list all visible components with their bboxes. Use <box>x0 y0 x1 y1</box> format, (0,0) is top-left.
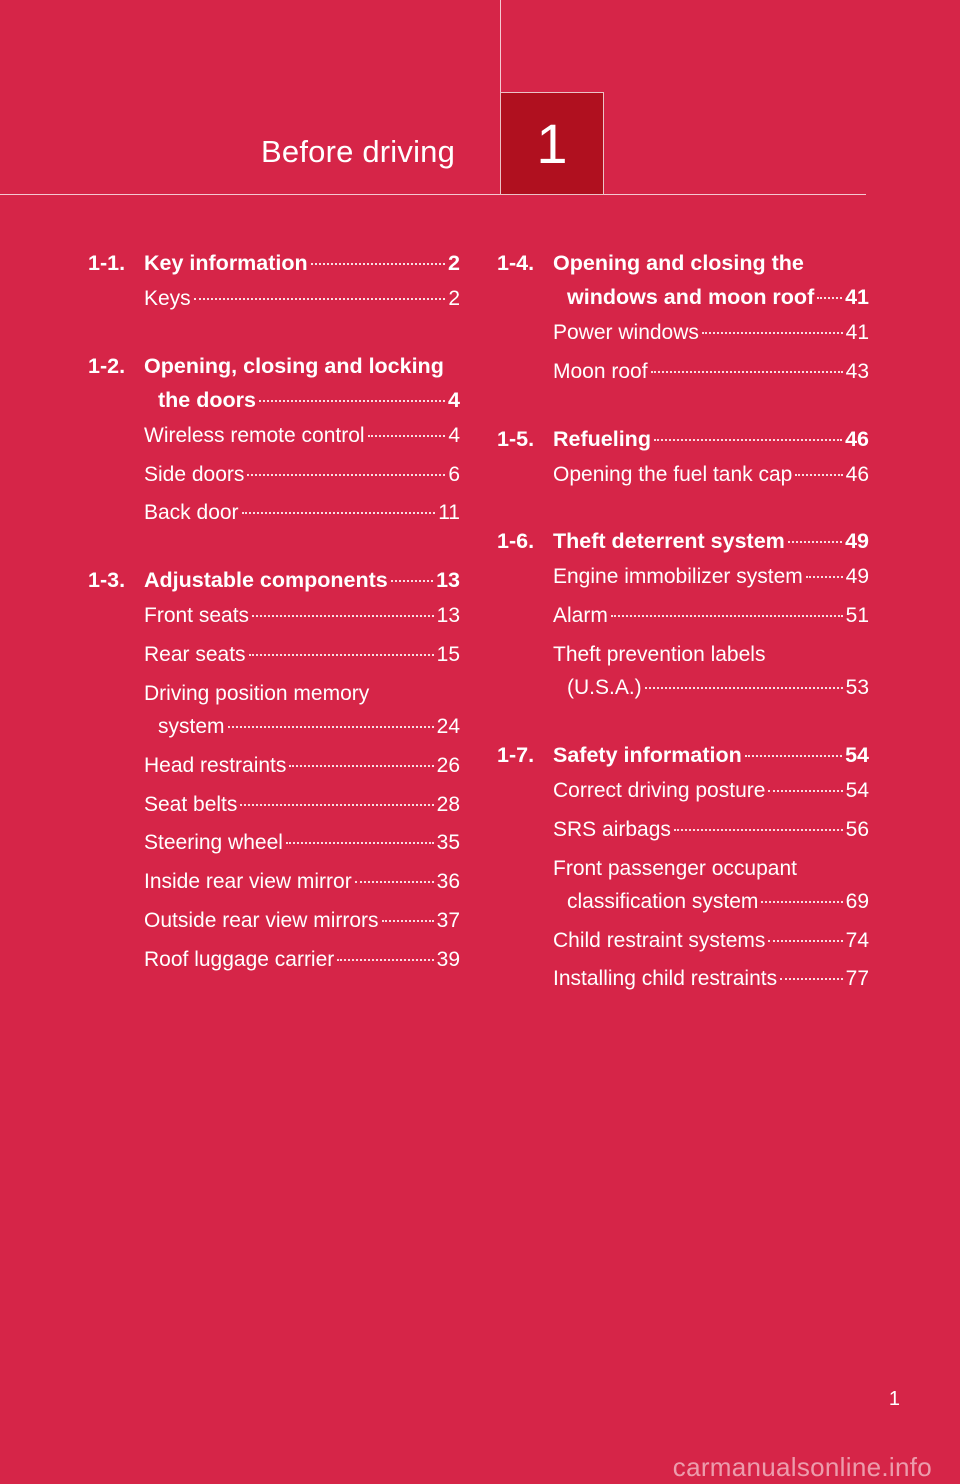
dot-leader <box>249 654 434 656</box>
toc-item[interactable] <box>144 824 460 863</box>
section-title <box>144 246 460 280</box>
dot-leader <box>391 580 433 582</box>
entry-line-1 <box>144 246 460 280</box>
toc-item[interactable] <box>144 863 460 902</box>
entry-text: system <box>158 715 225 739</box>
entry-page: 11 <box>438 501 460 525</box>
entry-line-1 <box>553 246 869 280</box>
dot-leader <box>645 687 843 689</box>
toc-item[interactable] <box>144 675 460 747</box>
section-number: 1-4. <box>497 251 535 275</box>
entry-page: 4 <box>448 423 460 447</box>
entry-line-1 <box>144 941 460 980</box>
entry-page: 36 <box>436 870 460 894</box>
entry-line-1 <box>553 422 869 456</box>
entry-line-1 <box>144 863 460 902</box>
section-number: 1-6. <box>497 529 535 554</box>
dot-leader <box>311 263 445 265</box>
section-number: 1-1. <box>88 251 126 275</box>
entry-page: 41 <box>845 285 869 309</box>
section-number: 1-7. <box>497 742 535 767</box>
entry-page: 24 <box>436 715 460 739</box>
entry-page: 28 <box>436 792 460 816</box>
entry-page: 77 <box>845 967 869 991</box>
dot-leader <box>368 435 446 437</box>
toc-item[interactable] <box>553 850 869 922</box>
dot-leader <box>611 615 843 617</box>
toc-item[interactable] <box>553 597 869 636</box>
dot-leader <box>289 765 433 767</box>
entry-text: windows and moon roof <box>567 285 815 309</box>
entry-text: Power windows <box>553 321 699 344</box>
dot-leader <box>286 842 434 844</box>
toc-item[interactable] <box>144 941 460 980</box>
toc-item[interactable] <box>553 811 869 850</box>
entry-text: Engine immobilizer system <box>553 565 803 589</box>
entry-page: 46 <box>845 462 869 486</box>
entry-text: Opening, closing and locking <box>144 353 444 378</box>
entry-page: 37 <box>436 908 460 932</box>
toc-section-heading[interactable] <box>88 246 460 280</box>
entry-line-1 <box>144 280 460 319</box>
entry-line-1 <box>553 314 869 353</box>
toc-items <box>88 597 460 979</box>
section-title <box>553 422 869 456</box>
entry-page: 6 <box>448 462 460 486</box>
dot-leader <box>788 541 842 543</box>
entry-line-1 <box>144 494 460 533</box>
entry-page: 51 <box>845 604 869 628</box>
entry-line-1 <box>553 852 869 886</box>
toc-item[interactable] <box>144 786 460 825</box>
entry-page: 15 <box>436 642 460 666</box>
dot-leader <box>355 881 434 883</box>
entry-line-1 <box>144 349 460 383</box>
dot-leader <box>247 474 445 476</box>
section-number: 1-3. <box>88 568 126 593</box>
entry-text: Opening and closing the <box>553 251 804 275</box>
entry-page: 54 <box>845 742 869 767</box>
entry-text: Opening the fuel tank cap <box>553 462 793 486</box>
entry-page: 13 <box>436 604 460 628</box>
toc-items <box>88 417 460 533</box>
entry-page: 56 <box>845 817 869 841</box>
header-horizontal-rule <box>0 194 866 195</box>
entry-text: Keys <box>144 287 191 310</box>
toc-section-heading[interactable] <box>497 246 869 314</box>
toc-section <box>88 563 460 979</box>
entry-text: Driving position memory <box>144 681 370 705</box>
entry-text: Rear seats <box>144 642 246 666</box>
entry-text: Moon roof <box>553 359 648 383</box>
toc-section-heading[interactable] <box>497 524 869 558</box>
entry-text: Correct driving posture <box>553 778 766 802</box>
entry-line-2 <box>144 383 460 417</box>
entry-text: classification system <box>567 890 759 914</box>
entry-page: 54 <box>845 778 869 802</box>
toc-item[interactable] <box>553 960 869 999</box>
section-title <box>553 738 869 772</box>
toc-section-heading[interactable] <box>88 563 460 597</box>
entry-page: 26 <box>436 753 460 777</box>
toc-section <box>497 422 869 495</box>
dot-leader <box>780 978 843 980</box>
dot-leader <box>768 940 842 942</box>
dot-leader <box>382 920 434 922</box>
toc-item[interactable] <box>553 314 869 353</box>
entry-page: 69 <box>845 890 869 914</box>
section-number: 1-2. <box>88 353 126 378</box>
entry-text: Installing child restraints <box>553 967 778 991</box>
entry-text: (U.S.A.) <box>567 676 642 700</box>
entry-line-1 <box>144 824 460 863</box>
entry-line-1 <box>553 738 869 772</box>
entry-text: Roof luggage carrier <box>144 947 335 971</box>
entry-line-2 <box>553 671 869 705</box>
entry-line-1 <box>144 677 460 711</box>
toc-item[interactable] <box>553 922 869 961</box>
entry-line-1 <box>144 417 460 456</box>
toc-section-heading[interactable] <box>497 422 869 456</box>
toc-section <box>88 246 460 319</box>
toc-left-column <box>88 246 460 1010</box>
dot-leader <box>761 901 842 903</box>
entry-page: 41 <box>845 321 869 344</box>
entry-text: Seat belts <box>144 792 238 816</box>
entry-line-1 <box>553 922 869 961</box>
toc-item[interactable] <box>144 597 460 636</box>
entry-line-2 <box>553 280 869 314</box>
toc-item[interactable] <box>144 747 460 786</box>
entry-line-1 <box>553 960 869 999</box>
entry-text: Theft deterrent system <box>553 529 785 554</box>
entry-line-1 <box>144 747 460 786</box>
section-title <box>553 524 869 558</box>
entry-text: Inside rear view mirror <box>144 870 352 894</box>
entry-text: Refueling <box>553 426 651 451</box>
entry-line-1 <box>144 597 460 636</box>
page-number: 1 <box>888 1388 900 1410</box>
dot-leader <box>259 400 445 402</box>
entry-line-1 <box>144 636 460 675</box>
entry-page: 46 <box>845 426 869 451</box>
dot-leader <box>745 755 842 757</box>
watermark: carmanualsonline.info <box>672 1452 932 1482</box>
entry-line-1 <box>553 456 869 495</box>
entry-line-1 <box>553 811 869 850</box>
toc-item[interactable] <box>144 456 460 495</box>
entry-text: Safety information <box>553 742 742 767</box>
toc-section <box>497 524 869 708</box>
entry-line-2 <box>553 885 869 919</box>
toc-items <box>497 456 869 495</box>
entry-line-1 <box>553 772 869 811</box>
section-number: 1-5. <box>497 426 535 451</box>
entry-text: Child restraint systems <box>553 928 766 952</box>
dot-leader <box>768 790 842 792</box>
entry-page: 35 <box>436 831 460 855</box>
section-title <box>553 246 869 314</box>
toc-right-column <box>497 246 869 1029</box>
toc-item[interactable] <box>553 772 869 811</box>
toc-item[interactable] <box>144 902 460 941</box>
entry-text: Front passenger occupant <box>553 856 797 880</box>
dot-leader <box>337 959 433 961</box>
chapter-title: Before driving <box>261 134 456 169</box>
toc-item[interactable] <box>144 494 460 533</box>
toc-section-heading[interactable] <box>497 738 869 772</box>
entry-line-1 <box>553 638 869 672</box>
entry-line-1 <box>553 353 869 392</box>
dot-leader <box>651 371 843 373</box>
entry-page: 49 <box>845 565 869 589</box>
entry-page: 49 <box>845 529 869 554</box>
toc-items <box>497 558 869 708</box>
dot-leader <box>228 726 434 728</box>
section-title <box>144 349 460 417</box>
toc-item[interactable] <box>553 636 869 708</box>
entry-line-1 <box>144 902 460 941</box>
toc-section <box>88 349 460 533</box>
toc-item[interactable] <box>553 353 869 392</box>
entry-text: Wireless remote control <box>144 423 365 447</box>
entry-page: 2 <box>448 251 460 275</box>
dot-leader <box>817 297 842 299</box>
entry-line-1 <box>144 786 460 825</box>
toc-items <box>88 280 460 319</box>
entry-text: Key information <box>144 251 308 275</box>
entry-page: 74 <box>845 928 869 952</box>
entry-line-1 <box>553 597 869 636</box>
toc-item[interactable] <box>553 456 869 495</box>
toc-item[interactable] <box>553 558 869 597</box>
entry-text: Front seats <box>144 604 250 628</box>
toc-section <box>497 246 869 392</box>
dot-leader <box>252 615 434 617</box>
dot-leader <box>674 829 843 831</box>
dot-leader <box>795 474 842 476</box>
chapter-number-box <box>500 92 604 195</box>
entry-line-1 <box>553 524 869 558</box>
toc-item[interactable] <box>144 636 460 675</box>
entry-line-1 <box>144 456 460 495</box>
toc-item[interactable] <box>144 417 460 456</box>
entry-text: Back door <box>144 501 239 525</box>
toc-section <box>497 738 869 999</box>
dot-leader <box>654 439 842 441</box>
dot-leader <box>702 332 843 334</box>
entry-page: 2 <box>448 287 460 310</box>
entry-page: 53 <box>845 676 869 700</box>
toc-item[interactable] <box>144 280 460 319</box>
section-title <box>144 563 460 597</box>
entry-line-1 <box>144 563 460 597</box>
toc-section-heading[interactable] <box>88 349 460 417</box>
toc-items <box>497 772 869 999</box>
entry-text: Alarm <box>553 604 608 628</box>
entry-text: Side doors <box>144 462 245 486</box>
dot-leader <box>242 512 436 514</box>
entry-page: 43 <box>845 359 869 383</box>
dot-leader <box>806 576 843 578</box>
toc-items <box>497 314 869 392</box>
entry-line-1 <box>553 558 869 597</box>
entry-page: 13 <box>436 568 460 593</box>
dot-leader <box>194 298 446 300</box>
entry-line-2 <box>144 710 460 744</box>
entry-text: SRS airbags <box>553 817 671 841</box>
chapter-number: 1 <box>536 112 568 175</box>
entry-text: Head restraints <box>144 753 287 777</box>
dot-leader <box>240 804 433 806</box>
entry-text: Outside rear view mirrors <box>144 908 379 932</box>
entry-text: Adjustable components <box>144 568 388 593</box>
entry-text: the doors <box>158 387 256 412</box>
entry-page: 4 <box>448 387 460 412</box>
entry-text: Steering wheel <box>144 831 283 855</box>
entry-text: Theft prevention labels <box>553 642 766 666</box>
entry-page: 39 <box>436 947 460 971</box>
